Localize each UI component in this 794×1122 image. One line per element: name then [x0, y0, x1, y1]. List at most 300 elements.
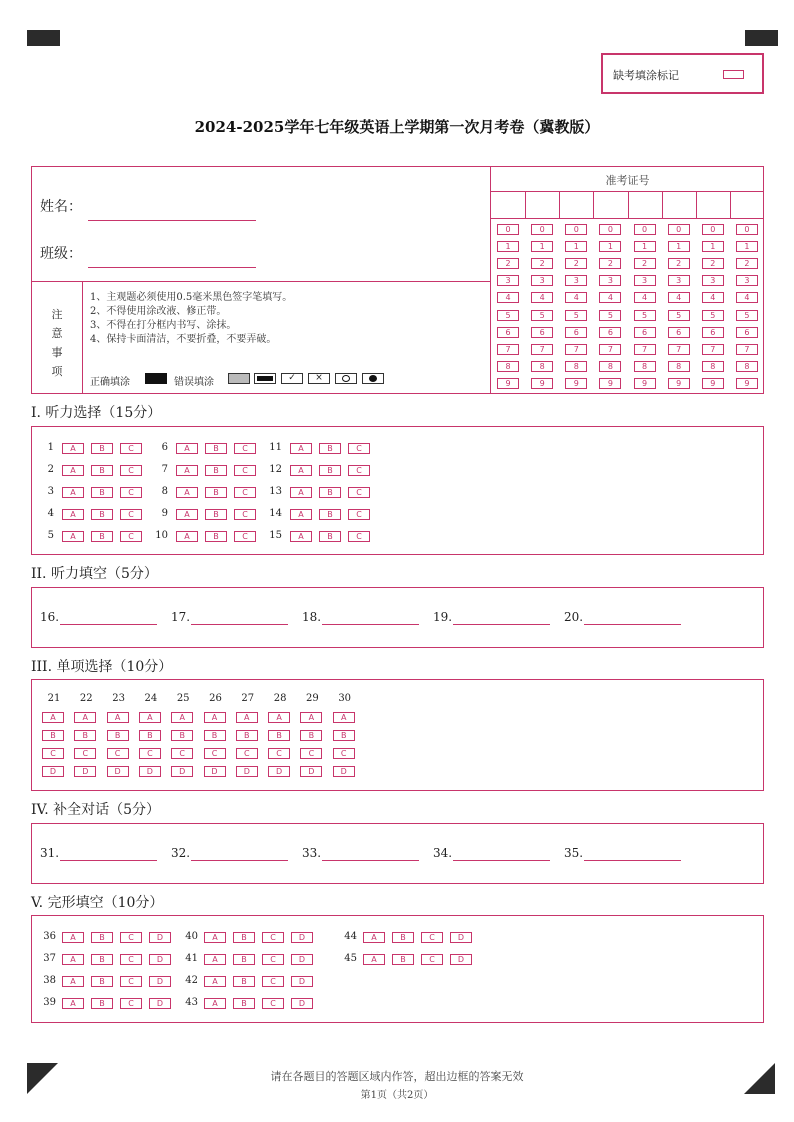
answer-bubble[interactable]: D	[139, 766, 161, 777]
section-5-box	[31, 915, 764, 1023]
footer-note: 请在各题目的答题区域内作答，超出边框的答案无效	[270, 1070, 524, 1083]
answer-bubble[interactable]: D	[291, 998, 313, 1009]
section-5-title: V. 完形填空（10分）	[31, 895, 164, 911]
exam-id-bubble[interactable]: 8	[634, 361, 656, 372]
answer-bubble[interactable]: A	[176, 531, 198, 542]
answer-bubble[interactable]: B	[233, 954, 255, 965]
exam-id-bubble[interactable]: 7	[565, 344, 587, 355]
correct-fill-label: 正确填涂	[90, 377, 130, 388]
absent-mark-box	[601, 53, 764, 94]
question-number: 11	[269, 442, 282, 453]
answer-bubble[interactable]: A	[62, 976, 84, 987]
answer-bubble[interactable]: C	[42, 748, 64, 759]
answer-bubble[interactable]: B	[91, 509, 113, 520]
exam-id-bubble[interactable]: 0	[668, 224, 690, 235]
question-number: 4	[47, 508, 54, 519]
class-label: 班级：	[40, 246, 82, 262]
answer-bubble[interactable]: C	[262, 998, 284, 1009]
exam-id-bubble[interactable]: 6	[702, 327, 724, 338]
exam-id-bubble[interactable]: 3	[634, 275, 656, 286]
answer-bubble[interactable]: C	[348, 443, 370, 454]
answer-bubble[interactable]: C	[120, 932, 142, 943]
exam-id-block	[491, 167, 764, 393]
answer-bubble[interactable]: A	[139, 712, 161, 723]
answer-bubble[interactable]: A	[290, 465, 312, 476]
answer-bubble[interactable]: A	[62, 487, 84, 498]
answer-bubble[interactable]: A	[171, 712, 193, 723]
answer-bubble[interactable]: D	[300, 766, 322, 777]
exam-id-digit-box	[696, 191, 697, 218]
blank-number: 17.	[171, 610, 191, 624]
answer-bubble[interactable]: A	[62, 531, 84, 542]
answer-bubble[interactable]: A	[204, 932, 226, 943]
exam-id-bubble[interactable]: 6	[497, 327, 519, 338]
answer-bubble[interactable]: D	[171, 766, 193, 777]
answer-bubble[interactable]: C	[120, 443, 142, 454]
exam-id-bubble[interactable]: 9	[599, 378, 621, 389]
exam-id-bubble[interactable]: 6	[599, 327, 621, 338]
exam-id-bubble[interactable]: 5	[634, 310, 656, 321]
exam-id-digit-box	[525, 191, 526, 218]
exam-id-bubble[interactable]: 8	[497, 361, 519, 372]
exam-id-bubble[interactable]: 9	[497, 378, 519, 389]
exam-id-bubble[interactable]: 2	[668, 258, 690, 269]
answer-bubble[interactable]: B	[91, 531, 113, 542]
answer-bubble[interactable]: C	[107, 748, 129, 759]
registration-mark-top-right	[745, 30, 778, 46]
answer-bubble[interactable]: B	[107, 730, 129, 741]
section-4-box	[31, 823, 764, 884]
exam-id-bubble[interactable]: 3	[736, 275, 758, 286]
question-number: 9	[161, 508, 168, 519]
exam-id-bubble[interactable]: 5	[497, 310, 519, 321]
page-number: 第1页（共2页）	[360, 1090, 434, 1101]
exam-id-bubble[interactable]: 4	[702, 292, 724, 303]
question-number: 39	[43, 997, 56, 1008]
answer-bubble[interactable]: D	[42, 766, 64, 777]
wrong-fill-sample-bar	[254, 373, 276, 384]
notice-list	[90, 291, 292, 347]
answer-bubble[interactable]: C	[120, 531, 142, 542]
blank-field[interactable]	[191, 624, 288, 625]
exam-id-bubble[interactable]: 5	[565, 310, 587, 321]
exam-id-bubble[interactable]: 4	[668, 292, 690, 303]
exam-id-bubble[interactable]: 4	[497, 292, 519, 303]
answer-bubble[interactable]: C	[120, 487, 142, 498]
page-title: 2024-2025学年七年级英语上学期第一次月考卷（冀教版）	[194, 118, 600, 136]
exam-id-bubble[interactable]: 4	[599, 292, 621, 303]
class-field[interactable]	[88, 267, 256, 268]
exam-id-bubble[interactable]: 4	[634, 292, 656, 303]
exam-id-bubble[interactable]: 5	[531, 310, 553, 321]
answer-bubble[interactable]: B	[91, 487, 113, 498]
answer-bubble[interactable]: C	[120, 998, 142, 1009]
exam-id-digit-box	[730, 191, 731, 218]
exam-id-bubble[interactable]: 0	[531, 224, 553, 235]
answer-bubble[interactable]: C	[262, 954, 284, 965]
exam-id-bubble[interactable]: 7	[634, 344, 656, 355]
exam-id-bubble[interactable]: 1	[668, 241, 690, 252]
question-number: 29	[306, 693, 319, 704]
answer-bubble[interactable]: B	[233, 998, 255, 1009]
wrong-fill-sample-dot	[362, 373, 384, 384]
answer-bubble[interactable]: C	[74, 748, 96, 759]
answer-bubble[interactable]: B	[333, 730, 355, 741]
answer-bubble[interactable]: D	[450, 932, 472, 943]
section-2-box	[31, 587, 764, 648]
answer-bubble[interactable]: C	[139, 748, 161, 759]
answer-bubble[interactable]: C	[421, 932, 443, 943]
answer-bubble[interactable]: A	[333, 712, 355, 723]
blank-field[interactable]	[584, 860, 681, 861]
answer-bubble[interactable]: C	[171, 748, 193, 759]
blank-field[interactable]	[453, 860, 550, 861]
answer-bubble[interactable]: D	[291, 954, 313, 965]
answer-bubble[interactable]: A	[42, 712, 64, 723]
section-3-title: III. 单项选择（10分）	[31, 659, 173, 675]
blank-number: 31.	[40, 846, 60, 860]
blank-number: 32.	[171, 846, 191, 860]
question-number: 26	[209, 693, 222, 704]
answer-bubble[interactable]: C	[120, 465, 142, 476]
question-number: 12	[269, 464, 282, 475]
exam-id-bubble[interactable]: 3	[497, 275, 519, 286]
exam-id-bubble[interactable]: 0	[565, 224, 587, 235]
absent-mark-label: 缺考填涂标记	[613, 69, 679, 82]
exam-id-bubble[interactable]: 8	[702, 361, 724, 372]
answer-bubble[interactable]: B	[205, 465, 227, 476]
answer-bubble[interactable]: B	[74, 730, 96, 741]
exam-id-bubble[interactable]: 7	[599, 344, 621, 355]
blank-field[interactable]	[60, 624, 157, 625]
blank-number: 18.	[302, 610, 322, 624]
exam-id-bubble[interactable]: 9	[565, 378, 587, 389]
exam-id-bubble[interactable]: 1	[634, 241, 656, 252]
exam-id-digit-box	[559, 191, 560, 218]
exam-id-bubble[interactable]: 9	[634, 378, 656, 389]
answer-bubble[interactable]: B	[236, 730, 258, 741]
answer-bubble[interactable]: C	[120, 509, 142, 520]
exam-id-bubble[interactable]: 6	[565, 327, 587, 338]
header-info-box	[31, 166, 764, 394]
answer-bubble[interactable]: C	[236, 748, 258, 759]
exam-id-bubble[interactable]: 0	[736, 224, 758, 235]
section-2-title: II. 听力填空（5分）	[31, 566, 158, 582]
exam-id-bubble[interactable]: 3	[565, 275, 587, 286]
answer-bubble[interactable]: B	[319, 509, 341, 520]
exam-id-bubble[interactable]: 8	[565, 361, 587, 372]
answer-bubble[interactable]: D	[291, 976, 313, 987]
answer-bubble[interactable]: B	[233, 932, 255, 943]
question-number: 44	[344, 931, 357, 942]
answer-bubble[interactable]: A	[300, 712, 322, 723]
section-4-title: IV. 补全对话（5分）	[31, 802, 161, 818]
answer-bubble[interactable]: A	[62, 998, 84, 1009]
exam-id-bubble[interactable]: 9	[531, 378, 553, 389]
exam-id-bubble[interactable]: 3	[702, 275, 724, 286]
answer-bubble[interactable]: B	[319, 487, 341, 498]
exam-id-digit-box	[628, 191, 629, 218]
question-number: 23	[112, 693, 125, 704]
answer-bubble[interactable]: C	[234, 509, 256, 520]
answer-bubble[interactable]: B	[139, 730, 161, 741]
answer-bubble[interactable]: D	[74, 766, 96, 777]
exam-id-bubble[interactable]: 7	[668, 344, 690, 355]
answer-bubble[interactable]: A	[204, 976, 226, 987]
absent-mark-bubble[interactable]	[723, 70, 744, 79]
exam-id-bubble[interactable]: 1	[599, 241, 621, 252]
blank-field[interactable]	[191, 860, 288, 861]
answer-bubble[interactable]: A	[204, 954, 226, 965]
wrong-fill-sample-gray	[228, 373, 250, 384]
blank-number: 20.	[564, 610, 584, 624]
answer-bubble[interactable]: B	[268, 730, 290, 741]
answer-bubble[interactable]: B	[171, 730, 193, 741]
exam-id-bubble[interactable]: 9	[736, 378, 758, 389]
exam-id-label: 准考证号	[605, 174, 650, 187]
registration-mark-top-left	[27, 30, 60, 46]
exam-id-bubble[interactable]: 1	[565, 241, 587, 252]
exam-id-bubble[interactable]: 1	[736, 241, 758, 252]
answer-bubble[interactable]: B	[233, 976, 255, 987]
blank-field[interactable]	[584, 624, 681, 625]
answer-bubble[interactable]: D	[149, 976, 171, 987]
blank-number: 16.	[40, 610, 60, 624]
question-number: 38	[43, 975, 56, 986]
exam-id-bubble[interactable]: 8	[736, 361, 758, 372]
exam-id-bubble[interactable]: 8	[531, 361, 553, 372]
question-number: 8	[161, 486, 168, 497]
answer-bubble[interactable]: B	[205, 487, 227, 498]
answer-bubble[interactable]: B	[392, 932, 414, 943]
answer-bubble[interactable]: B	[205, 531, 227, 542]
answer-bubble[interactable]: A	[290, 509, 312, 520]
answer-bubble[interactable]: C	[262, 932, 284, 943]
exam-id-bubble[interactable]: 7	[531, 344, 553, 355]
exam-id-bubble[interactable]: 5	[736, 310, 758, 321]
notice-line: 4、保持卡面清洁，不要折叠，不要弄破。	[90, 334, 277, 345]
exam-id-bubble[interactable]: 8	[668, 361, 690, 372]
wrong-fill-sample-circle	[335, 373, 357, 384]
answer-bubble[interactable]: A	[363, 954, 385, 965]
wrong-fill-sample-cross: ×	[308, 373, 330, 384]
question-number: 45	[344, 953, 357, 964]
exam-id-bubble[interactable]: 2	[702, 258, 724, 269]
answer-bubble[interactable]: D	[107, 766, 129, 777]
question-number: 28	[273, 693, 287, 704]
answer-bubble[interactable]: D	[268, 766, 290, 777]
exam-id-bubble[interactable]: 2	[497, 258, 519, 269]
exam-id-bubble[interactable]: 0	[497, 224, 519, 235]
question-number: 36	[43, 931, 56, 942]
notice-line: 2、不得使用涂改液、修正带。	[90, 306, 227, 317]
answer-bubble[interactable]: B	[91, 932, 113, 943]
answer-bubble[interactable]: C	[234, 443, 256, 454]
notice-heading: 注 意 事 项	[51, 308, 63, 378]
exam-id-bubble[interactable]: 2	[565, 258, 587, 269]
answer-bubble[interactable]: C	[348, 465, 370, 476]
answer-bubble[interactable]: A	[290, 443, 312, 454]
answer-bubble[interactable]: B	[91, 465, 113, 476]
answer-bubble[interactable]: A	[62, 954, 84, 965]
question-number: 21	[47, 693, 61, 704]
question-number: 14	[269, 508, 282, 519]
answer-bubble[interactable]: D	[450, 954, 472, 965]
blank-number: 35.	[564, 846, 584, 860]
question-number: 7	[161, 464, 168, 475]
exam-id-bubble[interactable]: 9	[702, 378, 724, 389]
answer-bubble[interactable]: C	[348, 487, 370, 498]
exam-id-bubble[interactable]: 7	[497, 344, 519, 355]
answer-bubble[interactable]: B	[319, 465, 341, 476]
question-number: 2	[47, 464, 54, 475]
answer-bubble[interactable]: B	[204, 730, 226, 741]
exam-id-bubble[interactable]: 0	[599, 224, 621, 235]
exam-id-bubble[interactable]: 2	[736, 258, 758, 269]
question-number: 37	[43, 953, 56, 964]
answer-bubble[interactable]: C	[333, 748, 355, 759]
answer-bubble[interactable]: B	[300, 730, 322, 741]
answer-bubble[interactable]: C	[348, 531, 370, 542]
answer-bubble[interactable]: B	[91, 443, 113, 454]
blank-field[interactable]	[322, 624, 419, 625]
exam-id-bubble[interactable]: 3	[668, 275, 690, 286]
blank-number: 19.	[433, 610, 453, 624]
answer-bubble[interactable]: C	[234, 487, 256, 498]
answer-bubble[interactable]: A	[107, 712, 129, 723]
wrong-fill-label: 错误填涂	[174, 377, 214, 388]
exam-id-bubble[interactable]: 6	[668, 327, 690, 338]
answer-bubble[interactable]: B	[319, 531, 341, 542]
section-3-box	[31, 679, 764, 791]
answer-bubble[interactable]: B	[91, 998, 113, 1009]
exam-id-bubble[interactable]: 1	[531, 241, 553, 252]
exam-id-bubble[interactable]: 2	[634, 258, 656, 269]
answer-bubble[interactable]: D	[291, 932, 313, 943]
answer-bubble[interactable]: C	[120, 954, 142, 965]
exam-id-bubble[interactable]: 2	[599, 258, 621, 269]
question-number: 15	[269, 530, 282, 541]
answer-bubble[interactable]: C	[268, 748, 290, 759]
answer-bubble[interactable]: C	[348, 509, 370, 520]
answer-bubble[interactable]: C	[204, 748, 226, 759]
blank-field[interactable]	[60, 860, 157, 861]
exam-id-bubble[interactable]: 5	[702, 310, 724, 321]
exam-id-digit-box	[662, 191, 663, 218]
answer-bubble[interactable]: A	[290, 487, 312, 498]
answer-bubble[interactable]: A	[290, 531, 312, 542]
question-number: 6	[161, 442, 168, 453]
answer-bubble[interactable]: B	[205, 443, 227, 454]
question-number: 1	[47, 442, 54, 453]
exam-id-bubble[interactable]: 0	[634, 224, 656, 235]
answer-bubble[interactable]: D	[204, 766, 226, 777]
name-field[interactable]	[88, 220, 256, 221]
answer-bubble[interactable]: A	[62, 509, 84, 520]
question-number: 22	[79, 693, 93, 704]
question-number: 42	[185, 975, 198, 986]
answer-bubble[interactable]: D	[149, 954, 171, 965]
exam-id-bubble[interactable]: 5	[668, 310, 690, 321]
exam-id-bubble[interactable]: 1	[702, 241, 724, 252]
answer-bubble[interactable]: D	[236, 766, 258, 777]
blank-field[interactable]	[322, 860, 419, 861]
exam-id-bubble[interactable]: 6	[736, 327, 758, 338]
answer-bubble[interactable]: A	[236, 712, 258, 723]
question-number: 25	[176, 693, 190, 704]
answer-bubble[interactable]: D	[149, 932, 171, 943]
answer-bubble[interactable]: B	[91, 976, 113, 987]
exam-id-bubble[interactable]: 7	[736, 344, 758, 355]
question-number: 40	[185, 931, 198, 942]
answer-bubble[interactable]: A	[62, 932, 84, 943]
question-number: 43	[185, 997, 198, 1008]
answer-bubble[interactable]: A	[268, 712, 290, 723]
answer-bubble[interactable]: B	[91, 954, 113, 965]
question-number: 27	[241, 693, 255, 704]
answer-bubble[interactable]: B	[319, 443, 341, 454]
blank-number: 33.	[302, 846, 322, 860]
answer-bubble[interactable]: B	[42, 730, 64, 741]
wrong-fill-sample-check: ✓	[281, 373, 303, 384]
exam-id-bubble[interactable]: 8	[599, 361, 621, 372]
section-1-box	[31, 426, 764, 555]
exam-id-bubble[interactable]: 4	[531, 292, 553, 303]
exam-id-bubble[interactable]: 4	[565, 292, 587, 303]
answer-bubble[interactable]: A	[74, 712, 96, 723]
answer-bubble[interactable]: A	[176, 465, 198, 476]
notice-line: 1、主观题必须使用0.5毫米黑色签字笔填写。	[90, 292, 293, 303]
exam-id-digit-box	[593, 191, 594, 218]
exam-id-bubble[interactable]: 6	[634, 327, 656, 338]
answer-bubble[interactable]: A	[204, 998, 226, 1009]
exam-id-bubble[interactable]: 4	[736, 292, 758, 303]
exam-id-bubble[interactable]: 3	[599, 275, 621, 286]
question-number: 5	[47, 530, 54, 541]
question-number: 13	[269, 486, 282, 497]
question-number: 41	[185, 953, 198, 964]
answer-bubble[interactable]: C	[120, 976, 142, 987]
exam-id-bubble[interactable]: 0	[702, 224, 724, 235]
answer-bubble[interactable]: C	[300, 748, 322, 759]
answer-bubble[interactable]: A	[176, 509, 198, 520]
answer-bubble[interactable]: B	[205, 509, 227, 520]
answer-bubble[interactable]: B	[392, 954, 414, 965]
exam-id-bubble[interactable]: 6	[531, 327, 553, 338]
question-number: 10	[155, 530, 168, 541]
answer-bubble[interactable]: A	[204, 712, 226, 723]
exam-id-bubble[interactable]: 2	[531, 258, 553, 269]
answer-bubble[interactable]: C	[262, 976, 284, 987]
exam-id-bubble[interactable]: 7	[702, 344, 724, 355]
answer-bubble[interactable]: A	[62, 465, 84, 476]
question-number: 24	[144, 693, 158, 704]
answer-bubble[interactable]: A	[176, 443, 198, 454]
answer-bubble[interactable]: A	[363, 932, 385, 943]
blank-field[interactable]	[453, 624, 550, 625]
answer-bubble[interactable]: C	[234, 465, 256, 476]
exam-id-bubble[interactable]: 3	[531, 275, 553, 286]
answer-bubble[interactable]: A	[176, 487, 198, 498]
exam-id-bubble[interactable]: 5	[599, 310, 621, 321]
exam-id-bubble[interactable]: 1	[497, 241, 519, 252]
answer-bubble[interactable]: D	[149, 998, 171, 1009]
answer-bubble[interactable]: A	[62, 443, 84, 454]
answer-bubble[interactable]: D	[333, 766, 355, 777]
answer-bubble[interactable]: C	[421, 954, 443, 965]
answer-bubble[interactable]: C	[234, 531, 256, 542]
exam-id-bubble[interactable]: 9	[668, 378, 690, 389]
